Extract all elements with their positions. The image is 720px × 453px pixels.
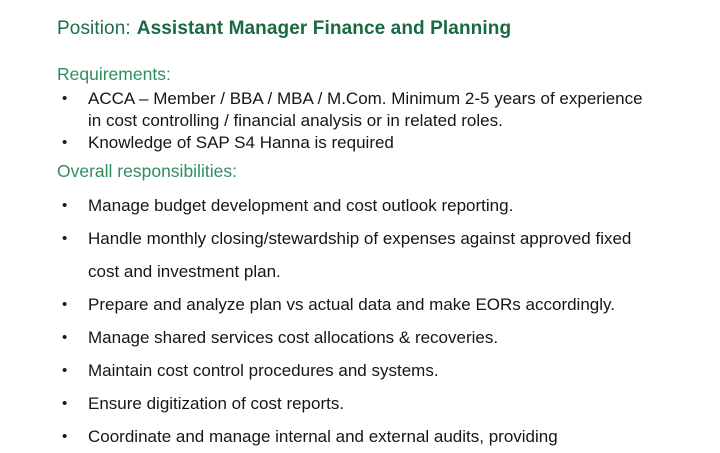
position-line: [57, 16, 677, 42]
responsibilities-heading: Overall responsibilities:: [57, 161, 237, 181]
requirement-item-text: Knowledge of SAP S4 Hanna is required: [88, 133, 394, 152]
bullet-icon: •: [62, 296, 68, 313]
bullet-icon: •: [62, 395, 68, 412]
requirement-item: [57, 132, 644, 154]
bullet-icon: •: [62, 428, 68, 445]
responsibility-item-text: Manage shared services cost allocations & recoveries.: [88, 328, 499, 347]
responsibility-item-text: Manage budget development and cost outlook reporting.: [88, 196, 514, 215]
requirements-heading: Requirements:: [57, 64, 171, 84]
position-label: Position:: [57, 18, 131, 39]
bullet-icon: •: [62, 329, 68, 346]
responsibility-item-text: Handle monthly closing/stewardship of expenses against approved fixed cost and investment plan.: [88, 229, 632, 281]
responsibility-item-text: Maintain cost control procedures and systems.: [88, 361, 439, 380]
responsibility-item-text: Ensure digitization of cost reports.: [88, 394, 345, 413]
position-title: Assistant Manager Finance and Planning: [136, 18, 512, 39]
responsibility-item: [57, 420, 644, 453]
bullet-icon: •: [62, 230, 68, 247]
responsibility-item-text: Coordinate and manage internal and external audits, providing: [88, 427, 558, 446]
requirements-list: [57, 88, 644, 154]
responsibility-item: [57, 288, 644, 321]
responsibility-item: [57, 321, 644, 354]
bullet-icon: •: [62, 134, 68, 151]
responsibility-item: [57, 189, 644, 222]
responsibilities-list: [57, 189, 644, 453]
responsibility-item: [57, 222, 644, 288]
bullet-icon: •: [62, 362, 68, 379]
requirement-item-text: ACCA – Member / BBA / MBA / M.Com. Minimum 2-5 years of experience in cost controlling / financial analysis or in related roles.: [88, 89, 643, 130]
responsibility-item: [57, 387, 644, 420]
bullet-icon: •: [62, 90, 68, 107]
requirement-item: [57, 88, 644, 132]
responsibility-item: [57, 354, 644, 387]
responsibility-item-text: Prepare and analyze plan vs actual data and make EORs accordingly.: [88, 295, 615, 314]
bullet-icon: •: [62, 197, 68, 214]
